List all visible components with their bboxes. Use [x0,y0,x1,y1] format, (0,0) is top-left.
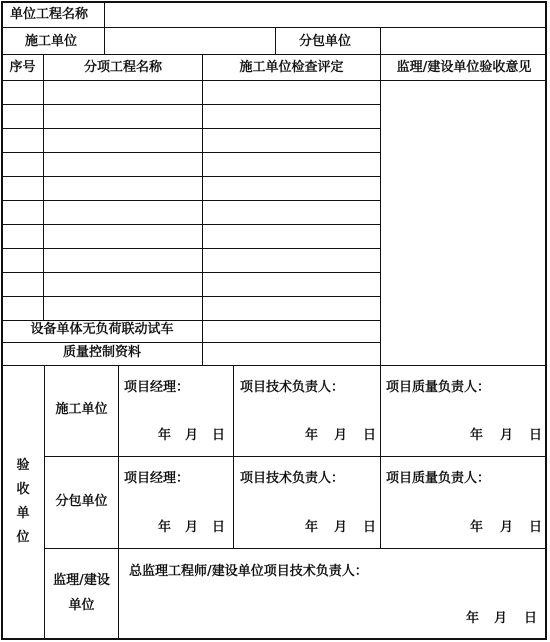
row-line [1,104,380,105]
date-day: 日 [212,428,226,443]
date-day: 日 [363,520,377,535]
date-year: 年 [466,611,480,626]
supervision-signer-label: 总监理工程师/建设单位项目技术负责人： [129,564,368,579]
subcontract-unit-label: 分包单位 [299,34,352,49]
date-month: 月 [185,520,199,535]
col-line [380,27,381,365]
date-month: 月 [185,428,199,443]
col-line [118,365,119,640]
subcontract-unit-name: 分包单位 [55,494,108,509]
construction-quality-lead-label: 项目质量负责人： [386,380,491,395]
date-day: 日 [529,520,543,535]
row-line [1,248,380,249]
date-year: 年 [305,520,319,535]
col-header-seq: 序号 [9,60,36,75]
date-month: 月 [494,611,508,626]
subcontract-manager-label: 项目经理： [124,471,190,486]
construction-unit-label: 施工单位 [25,34,78,49]
date-month: 月 [334,520,348,535]
date-year: 年 [470,428,484,443]
col-line [104,27,105,54]
date-year: 年 [470,520,484,535]
subcontract-tech-lead-label: 项目技术负责人： [240,471,345,486]
subcontract-quality-lead-label: 项目质量负责人： [386,471,491,486]
row-line [1,224,380,225]
construction-manager-label: 项目经理： [124,380,190,395]
construction-tech-lead-label: 项目技术负责人： [240,380,345,395]
quality-docs-row-label: 质量控制资料 [62,345,141,360]
row-line [1,54,547,55]
date-month: 月 [500,428,514,443]
row-line [1,176,380,177]
row-line [1,128,380,129]
project-name-label: 单位工程名称 [10,7,89,22]
col-line [233,365,234,548]
col-header-construction-check: 施工单位检查评定 [239,60,344,75]
row-line [1,272,380,273]
construction-unit-name: 施工单位 [55,402,108,417]
trial-run-row-label: 设备单体无负荷联动试车 [30,322,174,337]
row-line [1,27,547,28]
row-line [1,320,380,321]
date-month: 月 [334,428,348,443]
acceptance-unit-side-label: 验 收 单 位 [16,458,30,545]
date-year: 年 [305,428,319,443]
col-line [275,27,276,54]
date-month: 月 [500,520,514,535]
col-line [43,54,44,320]
supervision-unit-name-line2: 单位 [68,598,95,613]
row-line [1,342,380,343]
row-line [1,80,547,81]
row-line [44,548,547,549]
col-line [104,1,105,27]
row-line [44,456,547,457]
supervision-unit-name-line1: 监理/建设 [53,573,110,588]
col-header-supervision-opinion: 监理/建设单位验收意见 [396,60,532,75]
date-day: 日 [212,520,226,535]
date-day: 日 [363,428,377,443]
col-line [202,54,203,365]
row-line [1,365,547,366]
date-day: 日 [529,428,543,443]
row-line [1,152,380,153]
row-line [1,200,380,201]
col-header-sub-project-name: 分项工程名称 [83,60,162,75]
date-year: 年 [158,428,172,443]
date-year: 年 [158,520,172,535]
date-day: 日 [524,611,538,626]
row-line [1,296,380,297]
col-line [380,365,381,548]
